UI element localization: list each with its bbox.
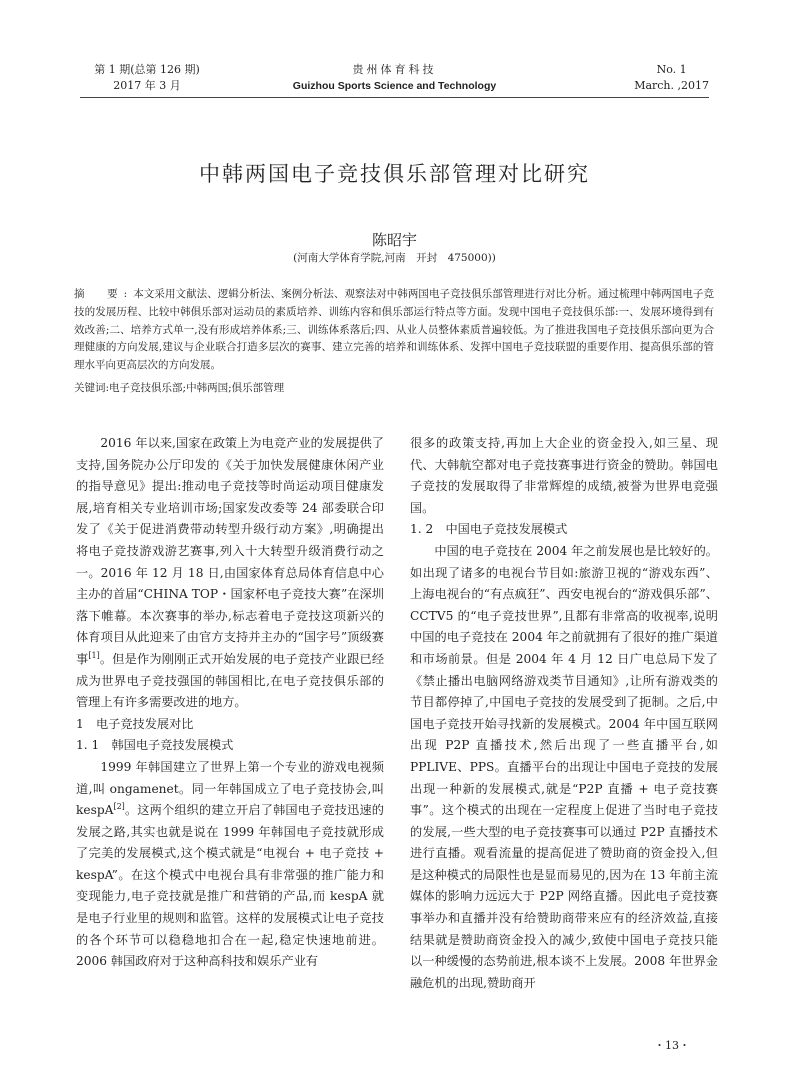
keywords-label: 关键词: — [74, 382, 110, 394]
paragraph-intro — [76, 433, 384, 714]
header-date-en: March. ,2017 — [634, 79, 709, 92]
paragraph-korea-text-b: 。这两个组织的建立开启了韩国电子竞技迅速的发展之路,其实也就是说在 1999 年韩国电子竞技就形成了完美的发展模式,这个模式就是“电视台 + 电子竞技 + kespA”。在这个模式中电视台具有非常强的推广能力和变现能力,电子竞技就是推广和营销的产品,而 kespA 就是电子行业里的规则和监管。这样的发展模式让电子竞技的各个环节可以稳稳地扣合在一起,稳定快速地前进。2006 韩国政府对于这种高科技和娱乐产业有 — [76, 803, 384, 969]
header-year-month: 2017 年 3 月 — [113, 79, 181, 92]
header-number-block — [634, 62, 709, 94]
paragraph-korea-continued: 很多的政策支持,再加上大企业的资金投入,如三星、现代、大韩航空都对电子竞技赛事进行资金的赞助。韩国电子竞技的发展取得了非常辉煌的成绩,被誉为世界电竞强国。 — [410, 436, 718, 515]
section-heading-1-1: 1. 1 韩国电子竞技发展模式 — [76, 738, 234, 753]
article-title: 中韩两国电子竞技俱乐部管理对比研究 — [199, 162, 590, 186]
header-rule — [80, 97, 709, 98]
article-author: 陈昭宇 — [371, 231, 417, 249]
paragraph-korea — [76, 757, 384, 973]
abstract — [74, 286, 714, 375]
abstract-label: 摘 要: — [74, 288, 134, 300]
article-affiliation: (河南大学体育学院,河南 开封 475000)) — [293, 252, 496, 264]
paragraph-intro-text-a: 2016 年以来,国家在政策上为电竞产业的发展提供了支持,国务院办公厅印发的《关于加快发展健康休闲产业的指导意见》提出:推动电子竞技等时尚运动项目健康发展,培育相关专业培训市场;国家发改委等 24 部委联合印发了《关于促进消费带动转型升级行动方案》,明确提出将电子竞技游戏游艺赛事,列入十大转型升级消费行动之一。2016 年 12 月 18 日,由国家体育总局体育信息中心主办的首届“CHINA TOP・国家杯电子竞技大赛”在深圳落下帷幕。本次赛事的举办,标志着电子竞技这项新兴的体育项目从此迎来了由官方支持并主办的“国字号”顶级赛事 — [76, 436, 384, 666]
section-heading-1-2: 1. 2 中国电子竞技发展模式 — [410, 522, 568, 537]
section-heading-1: 1 电子竞技发展对比 — [76, 716, 194, 731]
citation-1: [1] — [88, 650, 100, 660]
keywords — [74, 380, 714, 397]
body-column-left — [76, 433, 384, 973]
keywords-text: 电子竞技俱乐部;中韩两国;俱乐部管理 — [109, 382, 285, 394]
header-issue: 第 1 期(总第 126 期) — [94, 63, 200, 76]
header-journal-en: Guizhou Sports Science and Technology — [292, 80, 497, 92]
citation-2: [2] — [113, 802, 125, 812]
page-number: ・13・ — [654, 1039, 690, 1052]
paragraph-intro-text-b: 。但是作为刚刚正式开始发展的电子竞技产业跟已经成为世界电子竞技强国的韩国相比,在电子竞技俱乐部的管理上有许多需要改进的地方。 — [76, 651, 385, 710]
paragraph-korea-text-a: 1999 年韩国建立了世界上第一个专业的游戏电视频道,叫 ongamenet。同一年韩国成立了电子竞技协会,叫 kespA — [76, 759, 384, 818]
abstract-text: 本文采用文献法、逻辑分析法、案例分析法、观察法对中韩两国电子竞技俱乐部管理进行对比分析。通过梳理中韩两国电子竞技的发展历程、比较中韩俱乐部对运动员的素质培养、训练内容和俱乐部运行特点等方面。发现中国电子竞技俱乐部:一、发展环境得到有效改善;二、培养方式单一,没有形成培养体系;三、训练体系落后;四、从业人员整体素质普遍较低。为了推进我国电子竞技俱乐部向更为合理健康的方向发展,建议与企业联合打造多层次的赛事、建立完善的培养和训练体系、发挥中国电子竞技联盟的重要作用、提高俱乐部的管理水平向更高层次的方向发展。 — [74, 288, 714, 372]
paragraph-china: 中国的电子竞技在 2004 年之前发展也是比较好的。如出现了诸多的电视台节目如:旅游卫视的“游戏东西”、上海电视台的“有点疯狂”、西安电视台的“游戏俱乐部”、CCTV5 的“电子竞技世界”,且都有非常高的收视率,说明中国的电子竞技在 2004 年之前就拥有了很好的推广渠道和市场前景。但是 2004 年 4 月 12 日广电总局下发了《禁止播出电脑网络游戏类节目通知》,让所有游戏类的节目都停掉了,中国电子竞技的发展受到了扼制。之后,中国电子竞技开始寻找新的发展模式。2004 年中国互联网出现 P2P 直播技术,然后出现了一些直播平台,如 PPLIVE、PPS。直播平台的出现让中国电子竞技的发展出现一种新的发展模式,就是“P2P 直播 + 电子竞技赛事”。这个模式的出现在一定程度上促进了当时电子竞技的发展,一些大型的电子竞技赛事可以通过 P2P 直播技术进行直播。观看流量的提高促进了赞助商的资金投入,但是这种模式的局限性也是显而易见的,因为在 13 年前主流媒体的影响力远远大于 P2P 网络直播。因此电子竞技赛事举办和直播并没有给赞助商带来应有的经济效益,直接结果就是赞助商资金投入的减少,致使中国电子竞技只能以一种缓慢的态势前进,根本谈不上发展。2008 年世界金融危机的出现,赞助商开 — [410, 543, 718, 990]
header-journal-cn: 贵州体育科技 — [352, 63, 437, 76]
body-column-right — [410, 433, 718, 994]
header-no: No. 1 — [656, 63, 687, 76]
